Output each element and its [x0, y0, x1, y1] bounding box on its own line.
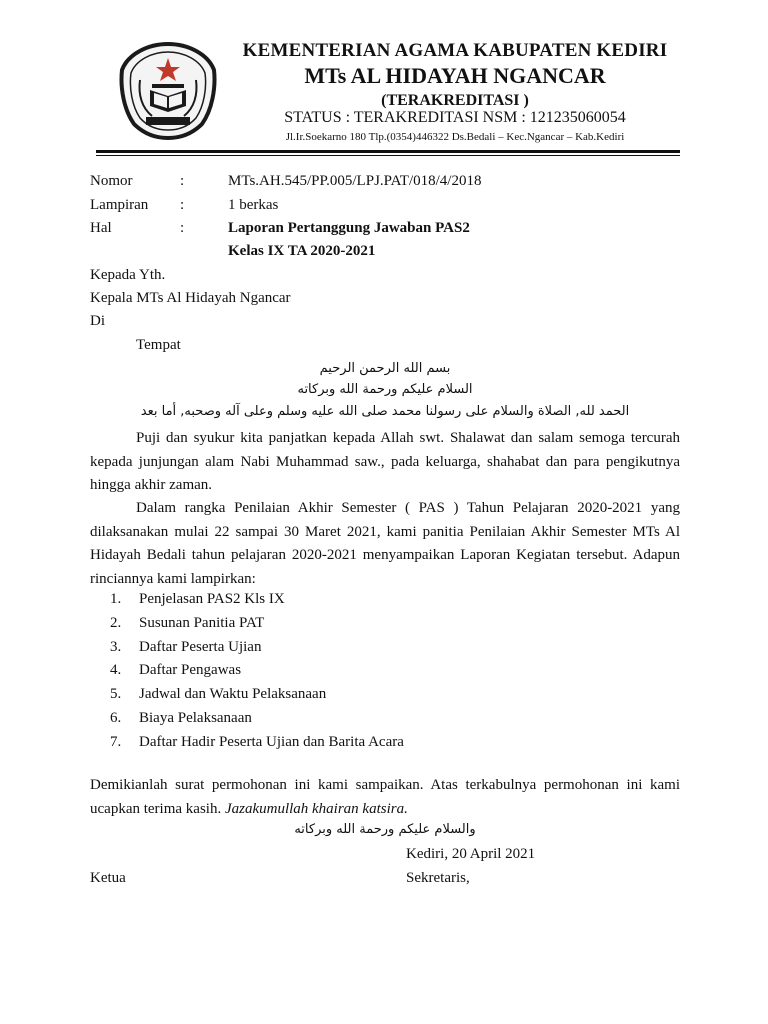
list-item: 2. Susunan Panitia PAT	[110, 614, 265, 631]
arabic-salam: السلام عليكم ورحمة الله وبركاته	[297, 382, 473, 397]
signature-place-date: Kediri, 20 April 2021	[406, 846, 536, 862]
list-item: 3. Daftar Peserta Ujian	[110, 638, 262, 655]
nomor-value: MTs.AH.545/PP.005/LPJ.PAT/018/4/2018	[228, 173, 482, 189]
recipient-line3: Di	[90, 313, 105, 329]
arabic-closing-salam: والسلام عليكم ورحمة الله وبركاته	[294, 822, 476, 837]
closing-italic: Jazakumullah khairan katsira.	[224, 800, 408, 817]
header-ministry: KEMENTERIAN AGAMA KABUPATEN KEDIRI	[242, 40, 668, 61]
attachment-list	[110, 591, 404, 758]
closing-text: Demikianlah surat permohonan ini kami sampaikan. Atas terkabulnya permohonan ini kami ucapkan terima kasih.	[90, 777, 680, 817]
lampiran-colon: :	[180, 197, 185, 213]
list-item: 4. Daftar Pengawas	[110, 662, 242, 679]
arabic-basmalah: بسم الله الرحمن الرحيم	[319, 361, 451, 376]
recipient-line2: Kepala MTs Al Hidayah Ngancar	[90, 290, 291, 306]
list-item: 5. Jadwal dan Waktu Pelaksanaan	[110, 686, 327, 703]
signature-right-title: Sekretaris,	[406, 870, 470, 886]
lampiran-label: Lampiran	[90, 197, 149, 213]
body-paragraph-2	[90, 497, 680, 591]
header-school-name: MTs AL HIDAYAH NGANCAR	[304, 63, 606, 88]
hal-value-line1: Laporan Pertanggung Jawaban PAS2	[228, 220, 470, 236]
list-item: 7. Daftar Hadir Peserta Ujian dan Barita Acara	[110, 733, 404, 750]
hal-colon: :	[180, 220, 185, 236]
header-rule-thin	[96, 155, 680, 156]
school-logo	[118, 40, 218, 140]
arabic-hamdalah: الحمد لله, الصلاة والسلام على رسولنا محمد صلى الله عليه وسلم وعلى آله وصحبه, أما بعد	[140, 404, 630, 419]
header-address: Jl.Ir.Soekarno 180 Tlp.(0354)446322 Ds.Bedali – Kec.Ngancar – Kab.Kediri	[285, 131, 625, 143]
hal-label: Hal	[90, 220, 112, 236]
list-item: 1. Penjelasan PAS2 Kls IX	[110, 591, 285, 607]
header-accreditation: (TERAKREDITASI )	[381, 92, 529, 109]
signature-left-title: Ketua	[90, 870, 126, 886]
closing-paragraph	[90, 774, 680, 821]
lampiran-value: 1 berkas	[228, 197, 279, 213]
header-status: STATUS : TERAKREDITASI NSM : 121235060054	[284, 109, 626, 126]
hal-value-line2: Kelas IX TA 2020-2021	[228, 243, 376, 259]
recipient-line4: Tempat	[136, 337, 181, 353]
nomor-colon: :	[180, 173, 185, 189]
body-paragraph-1	[90, 427, 680, 498]
header-rule-thick	[96, 150, 680, 153]
list-item: 6. Biaya Pelaksanaan	[110, 709, 252, 726]
recipient-line1: Kepada Yth.	[90, 267, 166, 283]
paragraph-1-text: Puji dan syukur kita panjatkan kepada Allah swt. Shalawat dan salam semoga tercurah kepada junjungan alam Nabi Muhammad saw., pada keluarga, shahabat dan para pengikutnya hingga akhir zaman.	[90, 430, 680, 493]
nomor-label: Nomor	[90, 173, 133, 189]
paragraph-2-text: Dalam rangka Penilaian Akhir Semester ( PAS ) Tahun Pelajaran 2020-2021 yang dilaksanakan mulai 22 sampai 30 Maret 2021, kami panitia Penilaian Akhir Semester MTs Al Hidayah Bedali tahun pelajaran 2020-2021 menyampaikan Laporan Kegiatan tersebut. Adapun rinciannya kami lampirkan:	[90, 500, 680, 587]
